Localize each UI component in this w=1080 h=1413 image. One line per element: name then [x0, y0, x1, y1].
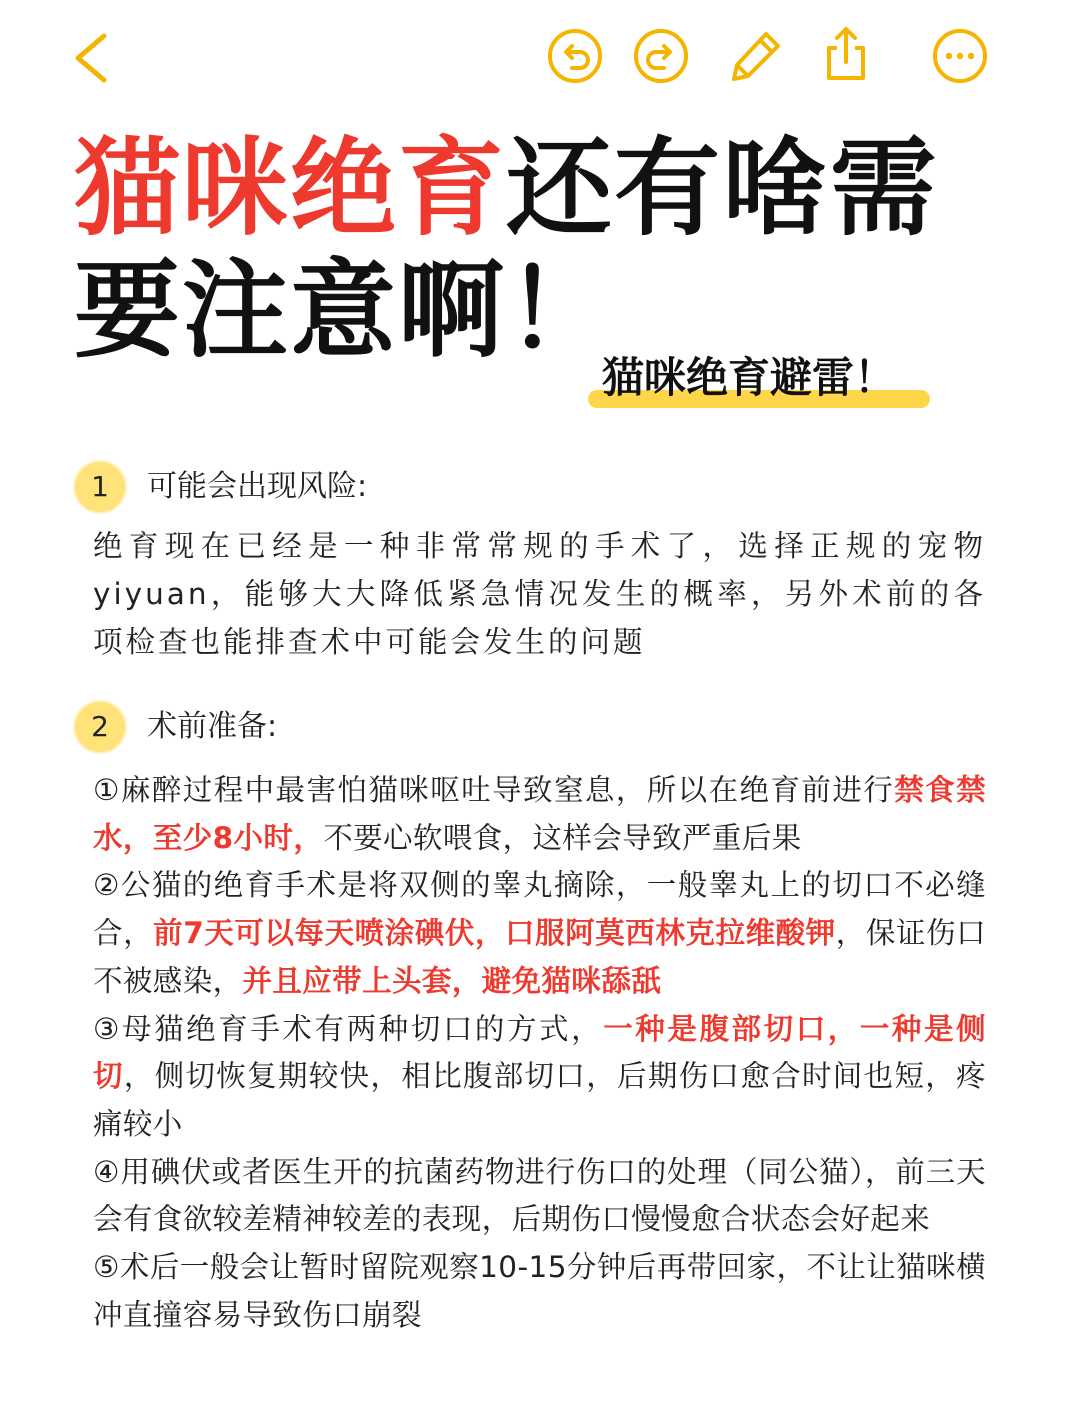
title-red-part: 猫咪绝育 [74, 127, 506, 250]
item-highlight: 禁食禁水，至少8小时， [93, 773, 986, 855]
list-item [93, 767, 986, 862]
list-item [93, 1244, 986, 1339]
item-highlight: 一种是腹部切口，一种是侧切 [93, 1011, 986, 1094]
subtitle-block [588, 348, 933, 414]
list-item [93, 1006, 986, 1149]
section-heading: 术前准备: [147, 709, 278, 744]
item-text: ，侧切恢复期较快，相比腹部切口，后期伤口愈合时间也短，疼痛较小 [93, 1059, 986, 1141]
pencil-icon [726, 26, 786, 86]
undo-icon [545, 26, 605, 86]
edit-button[interactable] [726, 26, 786, 86]
redo-icon [631, 26, 691, 86]
page-title [74, 128, 1034, 372]
section-2-header [75, 702, 475, 752]
item-highlight: 并且应带上头套，避免猫咪舔舐 [242, 963, 662, 998]
more-button[interactable] [930, 26, 990, 86]
item-text: ，保证伤口不被感染， [93, 916, 986, 998]
item-text: ④用碘伏或者医生开的抗菌药物进行伤口的处理（同公猫），前三天会有食欲较差精神较差的表现，后期伤口慢慢愈合状态会好起来 [93, 1154, 986, 1237]
section-1-header [75, 462, 475, 512]
chevron-left-icon [62, 28, 122, 88]
item-text: ③母猫绝育手术有两种切口的方式， [93, 1011, 604, 1046]
item-text: 不要心软喂食，这样会导致严重后果 [323, 820, 802, 855]
title-line2: 要注意啊！ [74, 249, 614, 372]
section-2-body [93, 767, 986, 1339]
title-black-part: 还有啥需 [506, 127, 938, 250]
list-item [93, 1149, 986, 1244]
more-icon [930, 26, 990, 86]
item-text: ①麻醉过程中最害怕猫咪呕吐导致窒息，所以在绝育前进行 [93, 773, 895, 807]
redo-button[interactable] [631, 26, 691, 86]
section-number-badge: 1 [75, 462, 125, 512]
section-heading: 可能会出现风险: [147, 469, 368, 504]
item-text: ⑤术后一般会让暂时留院观察10-15分钟后再带回家，不让让猫咪横冲直撞容易导致伤口崩裂 [93, 1250, 986, 1332]
back-button[interactable] [62, 28, 122, 88]
section-1-body: 绝育现在已经是一种非常常规的手术了，选择正规的宠物yiyuan，能够大大降低紧急情况发生的概率，另外术前的各项检查也能排查术中可能会发生的问题 [93, 529, 986, 659]
item-highlight: 前7天可以每天喷涂碘伏，口服阿莫西林克拉维酸钾 [153, 916, 836, 951]
section-number-badge: 2 [75, 702, 125, 752]
list-item [93, 862, 986, 1005]
share-icon [816, 24, 876, 84]
share-button[interactable] [816, 24, 876, 84]
undo-button[interactable] [545, 26, 605, 86]
item-text: ②公猫的绝育手术是将双侧的睾丸摘除，一般睾丸上的切口不必缝合， [93, 868, 986, 951]
subtitle: 猫咪绝育避雷！ [602, 353, 897, 402]
top-toolbar [0, 0, 1080, 110]
